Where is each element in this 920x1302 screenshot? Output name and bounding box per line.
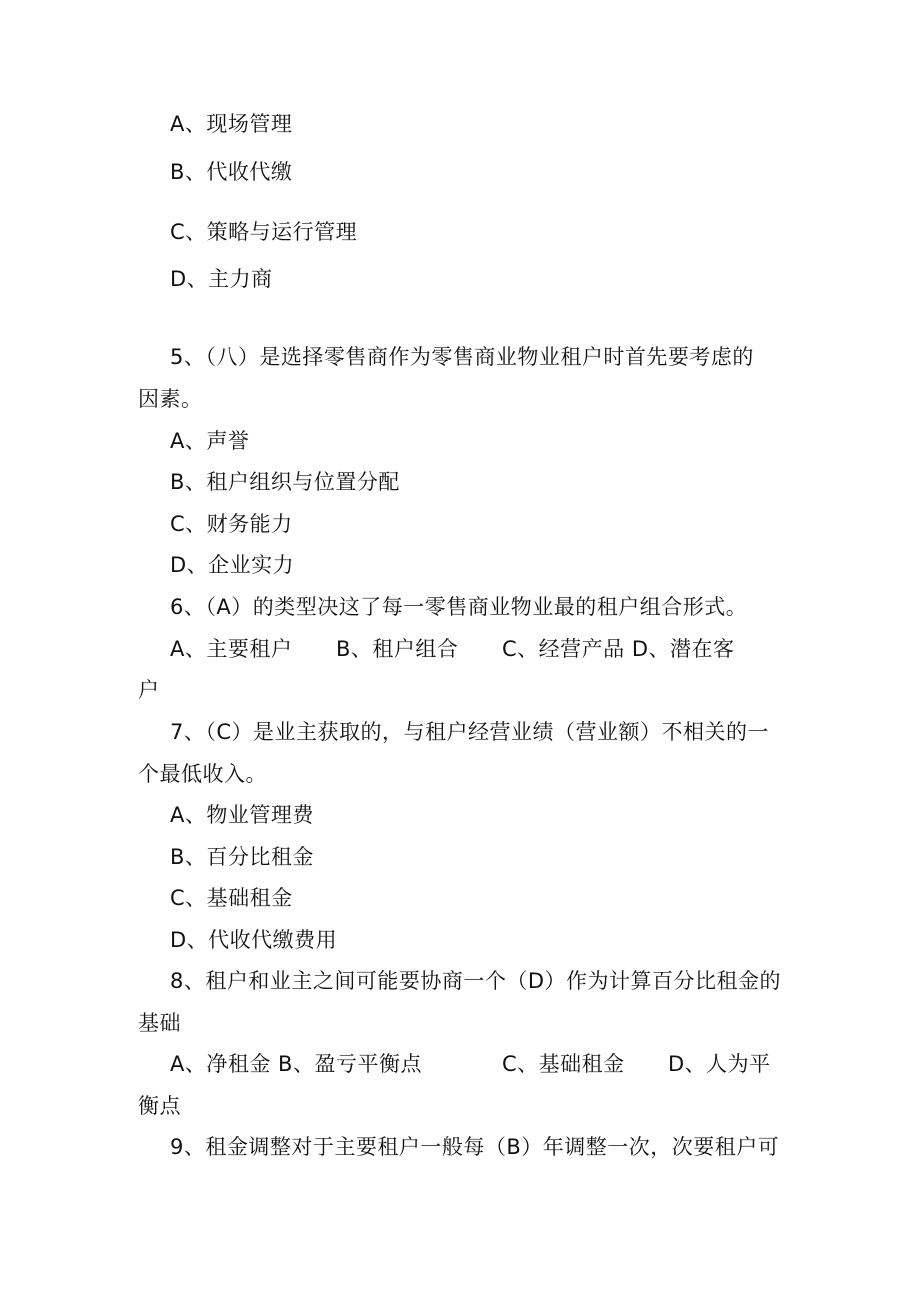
q6-question: 6、（A）的类型决这了每一零售商业物业最的租户组合形式。 [170, 595, 748, 619]
q6-option-b: B、租户组合 [336, 637, 459, 661]
q6-option-d-cont: 户 [138, 678, 160, 702]
q5-option-a: A、声誉 [170, 429, 250, 453]
q7-option-d: D、代收代缴费用 [170, 928, 338, 952]
q7-question: 7、（C）是业主获取的，与租户经营业绩（营业额）不相关的一 [170, 720, 770, 744]
q8-question: 8、租户和业主之间可能要协商一个（D）作为计算百分比租金的 [170, 969, 782, 993]
q5-question: 5、（八）是选择零售商作为零售商业物业租户时首先要考虑的 [170, 345, 754, 369]
q5-option-c: C、财务能力 [170, 512, 293, 536]
q6-option-a: A、主要租户 [170, 637, 293, 661]
q8-option-d: D、人为平 [668, 1052, 771, 1076]
q5-question-cont: 因素。 [138, 387, 203, 411]
q7-option-a: A、物业管理费 [170, 803, 314, 827]
q8-question-cont: 基础 [138, 1011, 181, 1035]
q8-option-a-b: A、净租金 B、盈亏平衡点 [170, 1052, 422, 1076]
q8-option-d-cont: 衡点 [138, 1094, 181, 1118]
q4-option-a: A、现场管理 [170, 112, 293, 136]
q6-option-c-d: C、经营产品 D、潜在客 [502, 637, 735, 661]
q5-option-d: D、企业实力 [170, 553, 295, 577]
q4-option-c: C、策略与运行管理 [170, 220, 358, 244]
q7-option-c: C、基础租金 [170, 886, 293, 910]
q4-option-d: D、主力商 [170, 267, 273, 291]
q4-option-b: B、代收代缴 [170, 160, 293, 184]
q7-question-cont: 个最低收入。 [138, 762, 267, 786]
q7-option-b: B、百分比租金 [170, 845, 314, 869]
q5-option-b: B、租户组织与位置分配 [170, 470, 400, 494]
q8-option-c: C、基础租金 [502, 1052, 625, 1076]
q9-question: 9、租金调整对于主要租户一般每（B）年调整一次，次要租户可 [170, 1135, 780, 1159]
